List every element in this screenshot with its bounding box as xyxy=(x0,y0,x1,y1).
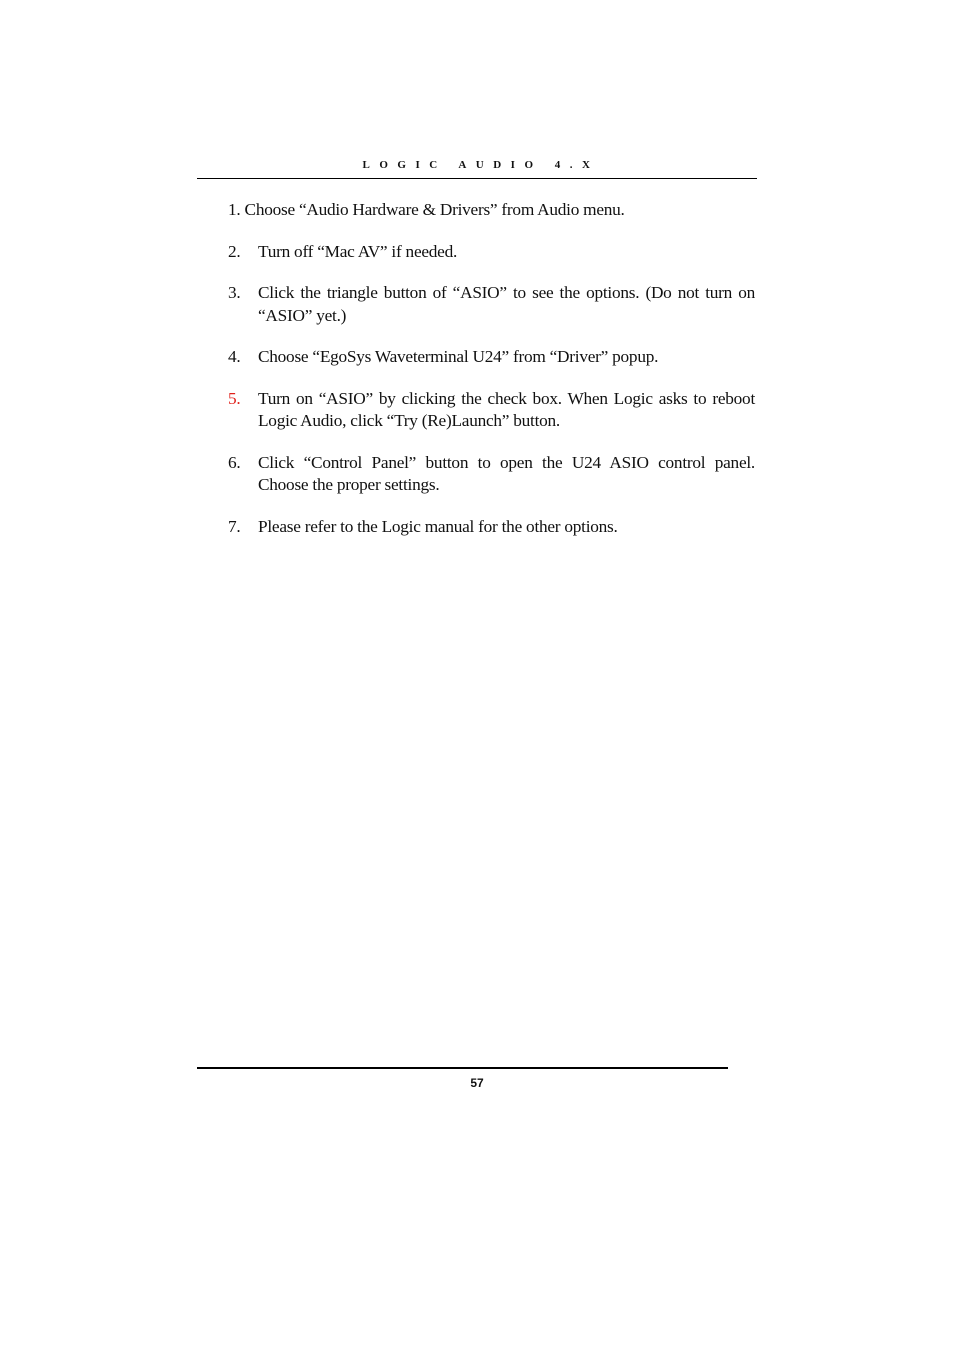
step-text: Choose “Audio Hardware & Drivers” from Audio menu. xyxy=(244,200,625,219)
list-item-step-3 xyxy=(228,282,755,327)
step-text: Turn off “Mac AV” if needed. xyxy=(258,241,458,261)
list-item-step-7 xyxy=(228,516,755,539)
step-number-highlighted: 5. xyxy=(228,388,241,408)
step-number: 2. xyxy=(228,241,241,261)
footer-divider xyxy=(197,1067,728,1069)
instruction-list xyxy=(228,199,755,557)
list-item-step-5 xyxy=(228,388,755,433)
step-text: Choose “EgoSys Waveterminal U24” from “Driver” popup. xyxy=(258,347,659,366)
list-item-step-6 xyxy=(228,452,755,497)
step-number: 7. xyxy=(228,516,241,536)
list-item-step-4 xyxy=(228,346,755,369)
running-header: LOGIC AUDIO 4.X xyxy=(362,159,600,171)
header-divider xyxy=(197,178,757,179)
step-text: Click the triangle button of “ASIO” to see the options. (Do not turn on “ASIO” yet.) xyxy=(258,283,755,325)
step-number: 4. xyxy=(228,347,241,366)
step-number: 6. xyxy=(228,452,241,472)
step-number: 3. xyxy=(228,283,241,302)
step-text: Turn on “ASIO” by clicking the check box. When Logic asks to reboot Logic Audio, click “Try (Re)Launch” button. xyxy=(258,388,755,430)
step-number: 1. xyxy=(228,200,241,219)
list-item-step-1 xyxy=(228,199,755,222)
step-text: Please refer to the Logic manual for the other options. xyxy=(258,516,618,536)
list-item-step-2 xyxy=(228,241,755,264)
page-number: 57 xyxy=(470,1076,484,1090)
step-text: Click “Control Panel” button to open the U24 ASIO control panel. Choose the proper settings. xyxy=(258,452,755,494)
